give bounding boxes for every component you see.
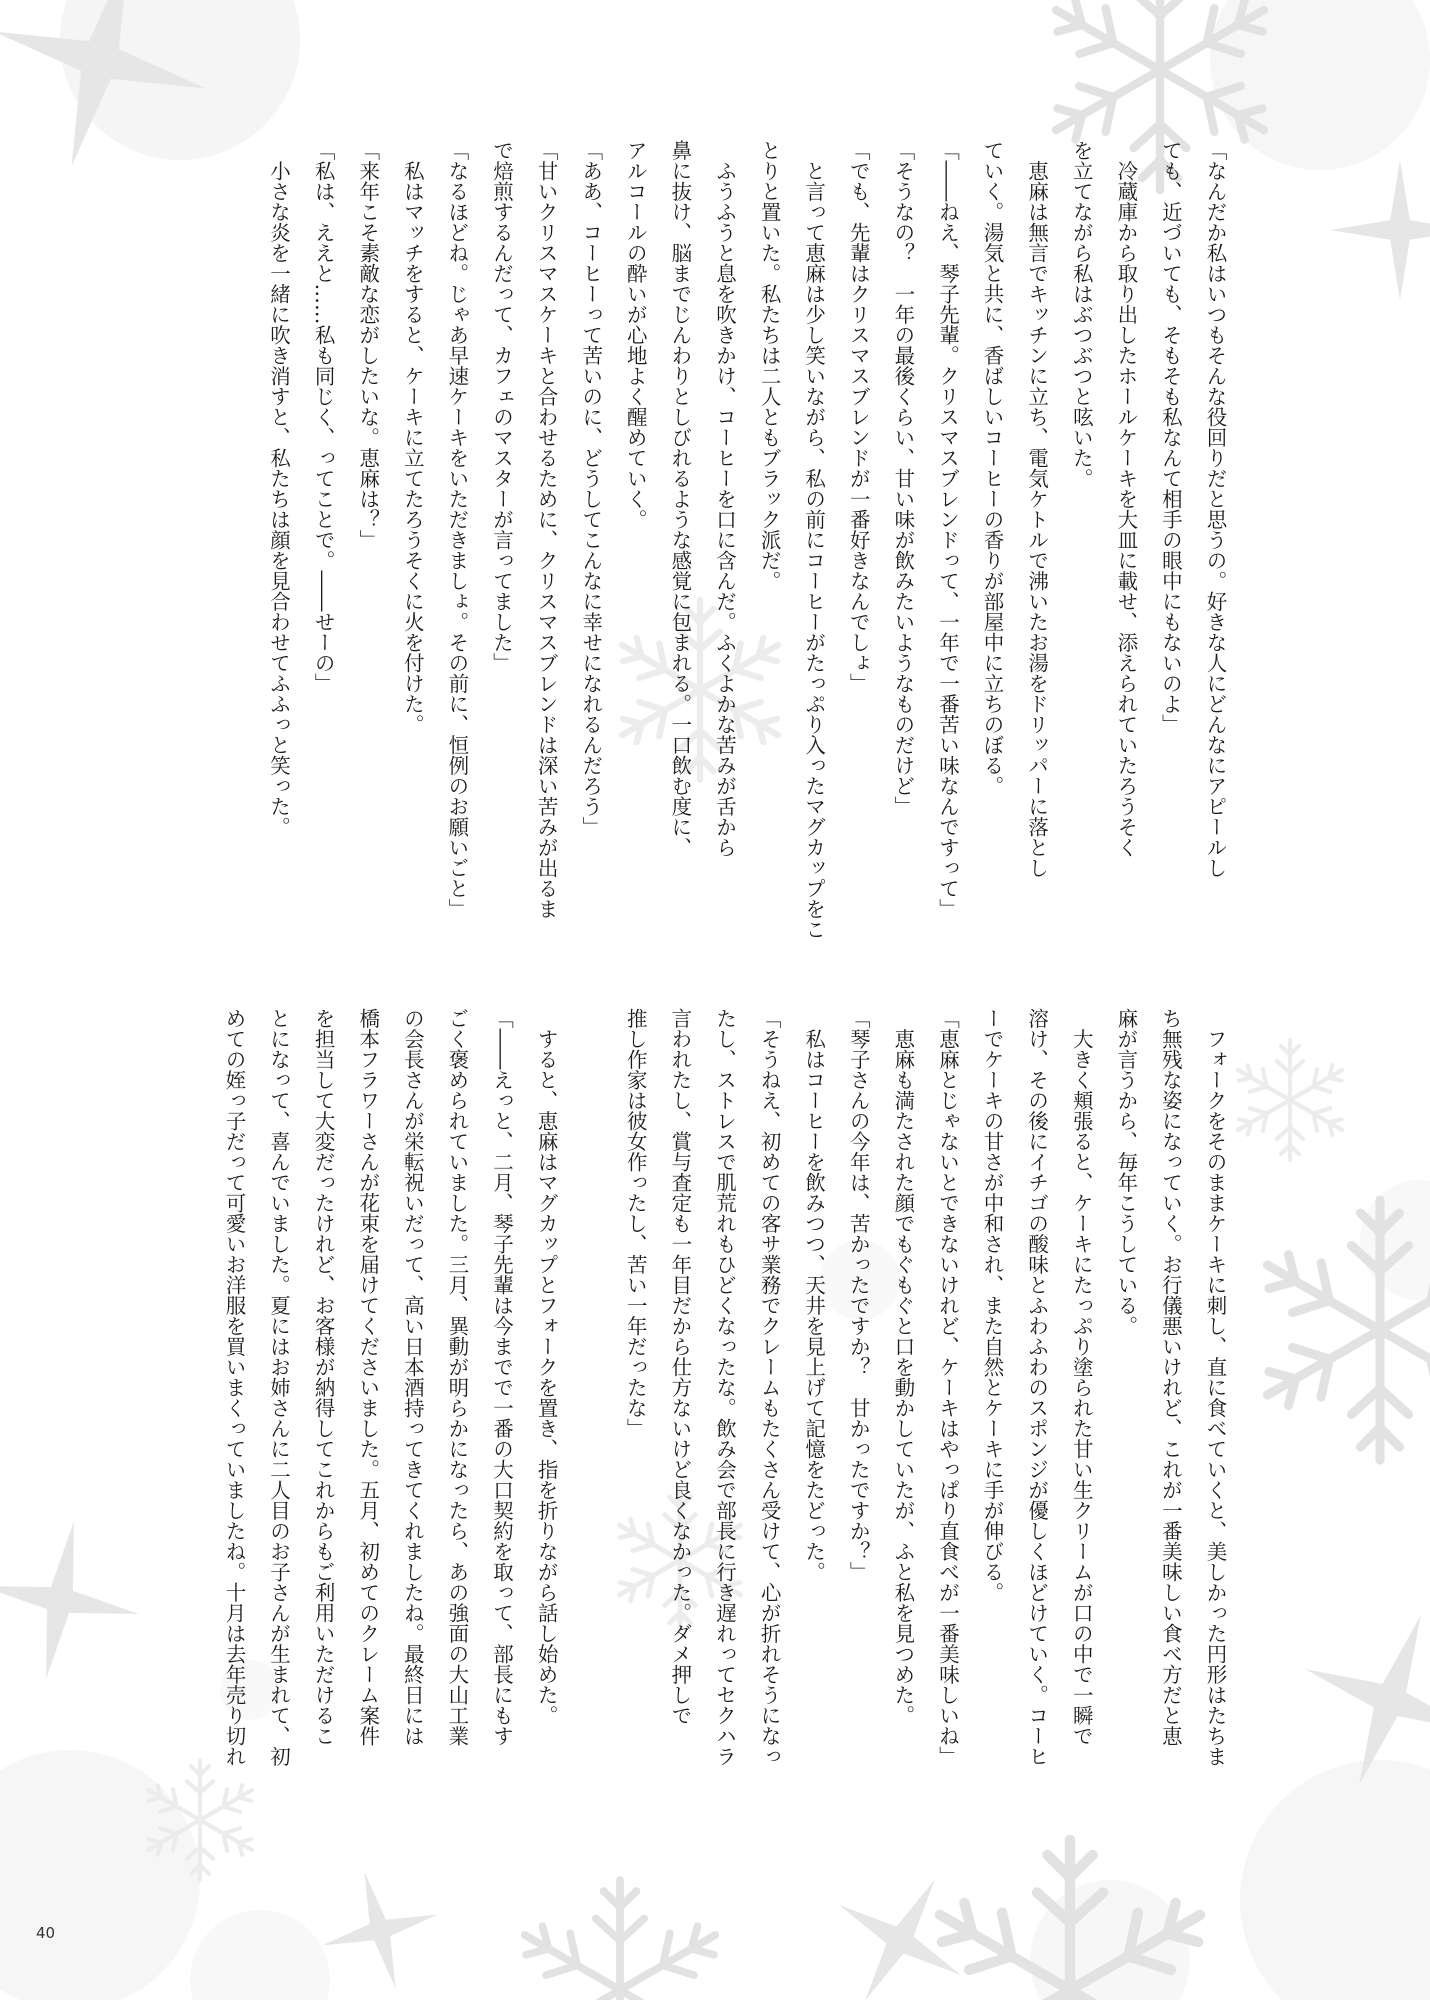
text-line: 「甘いクリスマスケーキと合わせるために、クリスマスブレンドは深い苦みが出るま <box>534 140 559 919</box>
text-line: 「私は、ええと……私も同じく、ってことで。――せーの」 <box>311 140 336 694</box>
text-line: 言われたし、賞与査定も一年目だから仕方ないけど良くなかった。ダメ押しで <box>667 1008 692 1726</box>
text-line: 私はマッチをすると、ケーキに立てたろうそくに火を付けた。 <box>400 140 425 735</box>
text-line: 恵麻は無言でキッチンに立ち、電気ケトルで沸いたお湯をドリッパーに落とし <box>1024 140 1049 878</box>
text-line: 「――ねえ、琴子先輩。クリスマスブレンドって、一年で一番苦い味なんですって」 <box>935 140 960 919</box>
text-line: ても、近づいても、そもそも私なんて相手の眼中にもないのよ」 <box>1158 140 1183 735</box>
text-line: を担当して大変だったけれど、お客様が納得してこれからもご利用いただけるこ <box>311 1008 336 1746</box>
text-line: フォークをそのままケーキに刺し、直に食べていくと、美しかった円形はたちま <box>1203 1008 1227 1767</box>
text-line: ーでケーキの甘さが中和され、また自然とケーキに手が伸びる。 <box>980 1008 1005 1603</box>
text-line: ふうふうと息を吹きかけ、コーヒーを口に含んだ。ふくよかな苦みが舌から <box>712 140 737 858</box>
text-line: 推し作家は彼女作ったし、苦い一年だったな」 <box>623 1008 648 1439</box>
text-line: 「なるほどね。じゃあ早速ケーキをいただきましょ。その前に、恒例のお願いごと」 <box>444 140 469 919</box>
text-line: アルコールの酔いが心地よく醒めていく。 <box>623 140 648 530</box>
text-line: 「でも、先輩はクリスマスブレンドが一番好きなんでしょ」 <box>846 140 871 694</box>
lower-text-block <box>211 1008 1237 1808</box>
text-line: の会長さんが栄転祝いだって、高い日本酒持ってきてくれましたね。最終日には <box>400 1008 425 1746</box>
text-line <box>568 1008 613 1808</box>
text-line: 「琴子さんの今年は、苦かったですか？ 甘かったですか？」 <box>846 1008 871 1582</box>
text-line: 「来年こそ素敵な恋がしたいな。恵麻は？」 <box>355 140 380 550</box>
text-line: ていく。湯気と共に、香ばしいコーヒーの香りが部屋中に立ちのぼる。 <box>980 140 1005 796</box>
text-line: 「――えっと、二月、琴子先輩は今までで一番の大口契約を取って、部長にもす <box>489 1008 514 1746</box>
text-line: 溶け、その後にイチゴの酸味とふわふわのスポンジが優しくほどけていく。コーヒ <box>1024 1008 1049 1767</box>
text-line: 「なんだか私はいつもそんな役回りだと思うの。好きな人にどんなにアピールし <box>1203 140 1227 878</box>
text-line: 恵麻も満たされた顔でもぐもぐと口を動かしていたが、ふと私を見つめた。 <box>890 1008 915 1726</box>
text-line: 「ああ、コーヒーって苦いのに、どうしてこんなに幸せになれるんだろう」 <box>578 140 603 837</box>
text-line: ごく褒められていました。三月、異動が明らかになったら、あの強面の大山工業 <box>444 1008 469 1746</box>
text-line: 「そうねえ、初めての客サ業務でクレームもたくさん受けて、心が折れそうになっ <box>757 1008 782 1767</box>
text-line: を立てながら私はぶつぶつと呟いた。 <box>1069 140 1094 489</box>
text-line: 小さな炎を一緒に吹き消すと、私たちは顔を見合わせてふふっと笑った。 <box>266 140 291 837</box>
text-line: 麻が言うから、毎年こうしている。 <box>1113 1008 1138 1336</box>
text-line: 「恵麻とじゃないとできないけれど、ケーキはやっぱり直食べが一番美味しいね」 <box>935 1008 960 1767</box>
text-line: と言って恵麻は少し笑いながら、私の前にコーヒーがたっぷり入ったマグカップをこ <box>801 140 826 940</box>
text-line: ち無残な姿になっていく。お行儀悪いけれど、これが一番美味しい食べ方だと恵 <box>1158 1008 1183 1746</box>
text-line: たし、ストレスで肌荒れもひどくなったな。飲み会で部長に行き遅れってセクハラ <box>712 1008 737 1767</box>
text-line: 冷蔵庫から取り出したホールケーキを大皿に載せ、添えられていたろうそく <box>1113 140 1138 858</box>
text-line: で焙煎するんだって、カフェのマスターが言ってました」 <box>489 140 514 673</box>
text-line: とりと置いた。私たちは二人ともブラック派だ。 <box>757 140 782 591</box>
text-line: すると、恵麻はマグカップとフォークを置き、指を折りながら話し始めた。 <box>534 1008 559 1726</box>
text-line: 大きく頬張ると、ケーキにたっぷり塗られた甘い生クリームが口の中で一瞬で <box>1069 1008 1094 1746</box>
text-line: 橋本フラワーさんが花束を届けてくださいました。五月、初めてのクレーム案件 <box>355 1008 380 1746</box>
text-line: めての姪っ子だって可愛いお洋服を買いまくっていましたね。十月は去年売り切れ <box>221 1008 246 1767</box>
text-line: 「そうなの？ 一年の最後くらい、甘い味が飲みたいようなものだけど」 <box>890 140 915 817</box>
text-line: 鼻に抜け、脳までじんわりとしびれるような感覚に包まれる。一口飲む度に、 <box>667 140 692 858</box>
page-number: 40 <box>36 1924 56 1942</box>
upper-text-block <box>256 140 1237 940</box>
text-line: 私はコーヒーを飲みつつ、天井を見上げて記憶をたどった。 <box>801 1008 826 1582</box>
text-line: とになって、喜んでいました。夏にはお姉さんに二人目のお子さんが生まれて、初 <box>266 1008 291 1767</box>
